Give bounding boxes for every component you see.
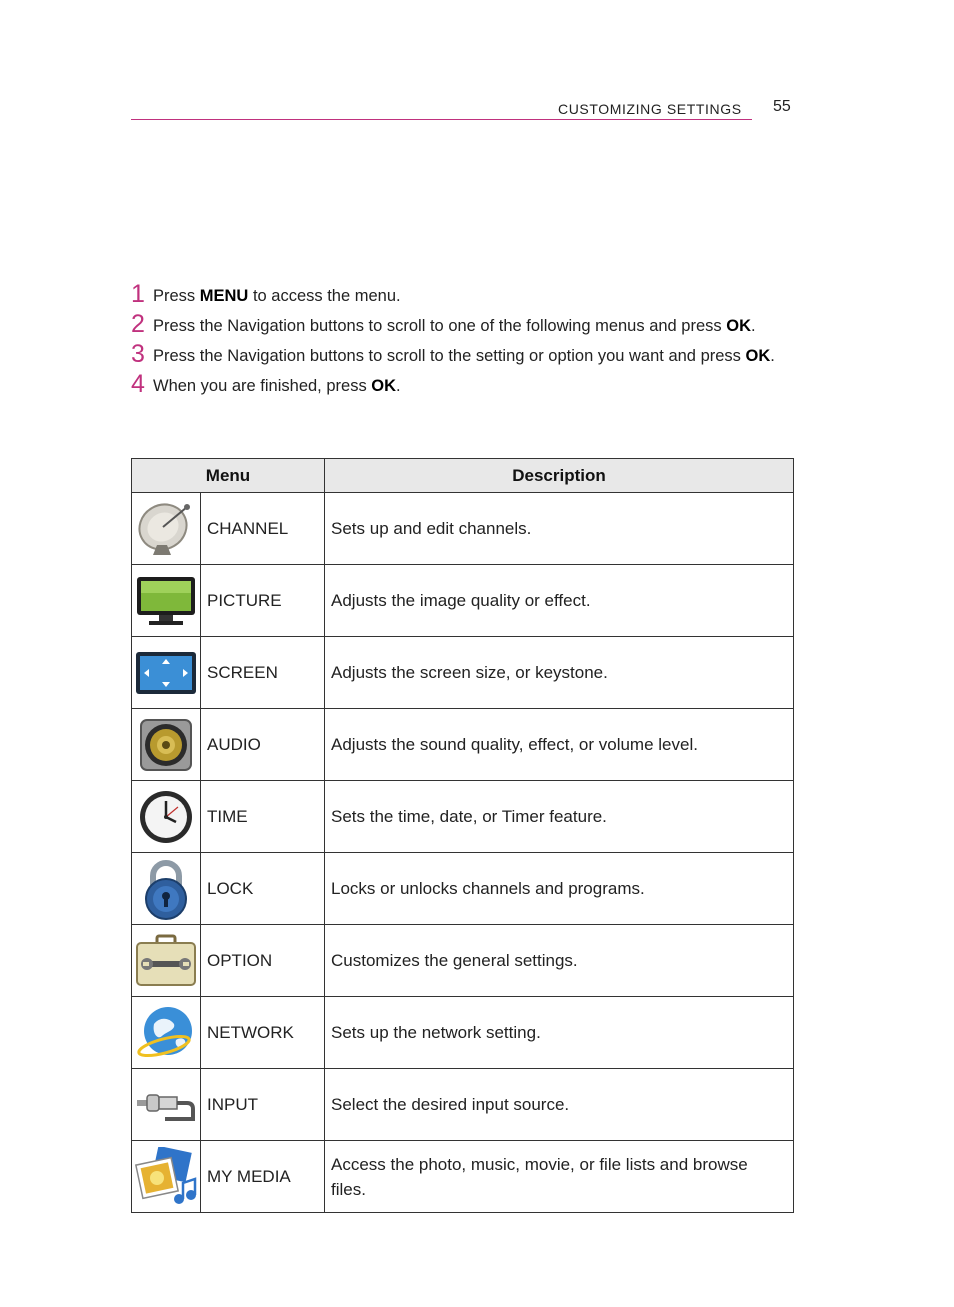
step-3 — [131, 340, 791, 368]
step-1 — [131, 280, 791, 308]
screen-arrows-icon — [135, 651, 197, 695]
padlock-icon — [143, 858, 189, 920]
toolbox-wrench-icon — [135, 933, 197, 989]
speaker-icon — [138, 717, 194, 773]
step-text: Press the Navigation buttons to scroll to one of the following menus and press — [153, 317, 727, 335]
step-text: . — [751, 317, 756, 335]
steps-list — [131, 280, 791, 405]
header-menu: Menu — [132, 459, 325, 493]
table-row — [132, 709, 794, 781]
step-number: 2 — [131, 310, 145, 338]
key-label: OK — [745, 347, 771, 365]
table-header-row — [132, 459, 794, 493]
menu-description: Sets up the network setting. — [325, 997, 794, 1069]
menu-name: PICTURE — [201, 565, 325, 637]
input-plug-icon — [135, 1085, 197, 1125]
menu-name: SCREEN — [201, 637, 325, 709]
menu-description: Sets the time, date, or Timer feature. — [325, 781, 794, 853]
media-photo-music-icon — [135, 1147, 197, 1207]
menu-table — [131, 458, 794, 1213]
menu-description: Customizes the general settings. — [325, 925, 794, 997]
step-number: 4 — [131, 370, 145, 398]
step-text: to access the menu. — [248, 287, 401, 305]
header-section-title: CUSTOMIZING SETTINGS — [558, 101, 742, 117]
header-description: Description — [325, 459, 794, 493]
menu-name: TIME — [201, 781, 325, 853]
table-row — [132, 565, 794, 637]
header-rule — [131, 119, 752, 120]
globe-icon — [136, 1004, 196, 1062]
table-row — [132, 853, 794, 925]
key-label: MENU — [199, 287, 249, 305]
menu-description: Adjusts the image quality or effect. — [325, 565, 794, 637]
table-row — [132, 781, 794, 853]
menu-name: AUDIO — [201, 709, 325, 781]
table-row — [132, 637, 794, 709]
menu-description: Sets up and edit channels. — [325, 493, 794, 565]
step-2 — [131, 310, 791, 338]
menu-name: CHANNEL — [201, 493, 325, 565]
step-text: Press — [153, 287, 200, 305]
table-row — [132, 1069, 794, 1141]
menu-name: INPUT — [201, 1069, 325, 1141]
menu-description: Adjusts the screen size, or keystone. — [325, 637, 794, 709]
key-label: OK — [726, 317, 751, 335]
menu-name: MY MEDIA — [201, 1141, 325, 1213]
step-text: When you are finished, press — [153, 377, 372, 395]
step-text: . — [770, 347, 775, 365]
menu-description: Adjusts the sound quality, effect, or volume level. — [325, 709, 794, 781]
key-label: OK — [371, 377, 397, 395]
menu-name: LOCK — [201, 853, 325, 925]
step-text: Press the Navigation buttons to scroll to the setting or option you want and press — [153, 347, 746, 365]
table-row — [132, 997, 794, 1069]
menu-name: NETWORK — [201, 997, 325, 1069]
table-row — [132, 493, 794, 565]
page-number: 55 — [773, 98, 791, 115]
tv-picture-icon — [135, 573, 197, 629]
clock-icon — [138, 789, 194, 845]
menu-description: Locks or unlocks channels and programs. — [325, 853, 794, 925]
satellite-dish-icon — [135, 499, 197, 559]
step-number: 1 — [131, 280, 145, 308]
step-text: . — [396, 377, 401, 395]
menu-name: OPTION — [201, 925, 325, 997]
menu-description: Select the desired input source. — [325, 1069, 794, 1141]
step-4 — [131, 370, 791, 398]
menu-description: Access the photo, music, movie, or file lists and browse files. — [325, 1141, 794, 1213]
table-row — [132, 1141, 794, 1213]
table-row — [132, 925, 794, 997]
step-number: 3 — [131, 340, 145, 368]
